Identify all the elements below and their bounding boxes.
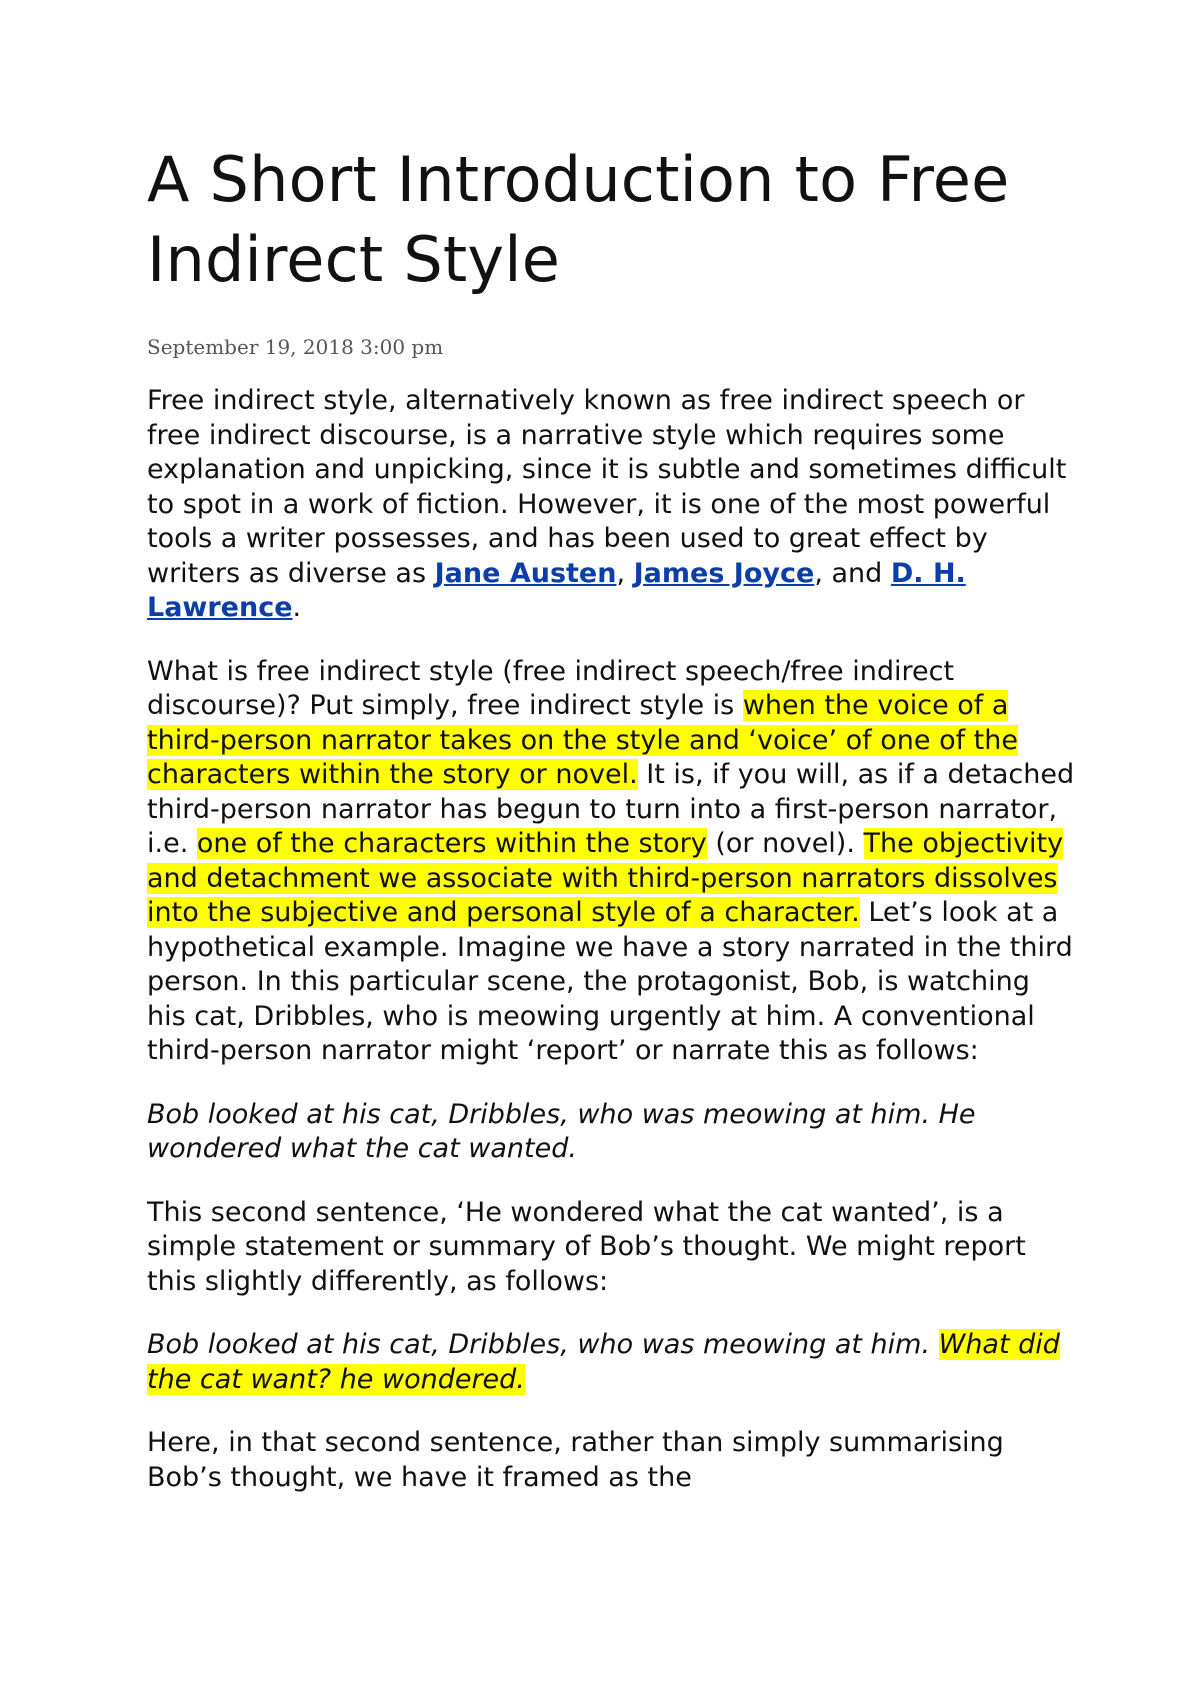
- link-jane-austen[interactable]: Jane Austen: [434, 557, 617, 589]
- highlighted-text: What did the cat want? he wondered.: [147, 1329, 1060, 1395]
- paragraph-text: It is, if you will, as if a detached third-person narrator has begun to turn into a first-person narrator, i.e.: [147, 759, 1075, 859]
- example-one: Bob looked at his cat, Dribbles, who was meowing at him. He wondered what the cat wanted.: [147, 1098, 976, 1164]
- paragraph-text: ,: [616, 557, 634, 589]
- article-title: A Short Introduction to Free Indirect Style: [147, 143, 1010, 296]
- paragraph-text: (or novel).: [706, 828, 864, 859]
- example-text: Bob looked at his cat, Dribbles, who was meowing at him.: [147, 1329, 939, 1360]
- paragraph-text: What is free indirect style (free indirect speech/free indirect discourse)? Put simply, free indirect style is: [147, 655, 955, 721]
- paragraph-text: Let’s look at a hypothetical example. Imagine we have a story narrated in the third person. In this particular scene, the protagonist, Bob, is watching his cat, Dribbles, who is meowing urgently at him. A conventional third-person narrator might ‘report’ or narrate this as follows:: [147, 897, 1073, 1066]
- highlighted-text: The objectivity and detachment we associate with third-person narrators dissolves into the subjective and personal style of a character.: [147, 828, 1064, 928]
- document-page: [147, 140, 1077, 1495]
- paragraph-text: , and: [814, 557, 891, 589]
- example-two: [147, 1328, 1077, 1397]
- paragraph-summary: This second sentence, ‘He wondered what the cat wanted’, is a simple statement or summary of Bob’s thought. We might report this slightly differently, as follows:: [147, 1196, 1026, 1297]
- highlighted-text: when the voice of a third-person narrator takes on the style and ‘voice’ of one of the characters within the story or novel.: [147, 690, 1018, 790]
- link-dh-lawrence[interactable]: D. H. Lawrence: [147, 557, 966, 623]
- paragraph-definition: [147, 655, 1077, 1069]
- paragraph-text: Free indirect style, alternatively known as free indirect speech or free indirect discourse, is a narrative style which requires some explanation and unpicking, since it is subtle and sometimes difficult to spot in a work of fiction. However, it is one of the most powerful tools a writer possesses, and has been used to great effect by writers as diverse as: [147, 385, 1067, 589]
- article-date: September 19, 2018 3:00 pm: [147, 335, 444, 359]
- paragraph-intro: [147, 384, 1077, 626]
- highlighted-text: one of the characters within the story: [196, 828, 707, 859]
- paragraph-explanation: Here, in that second sentence, rather than simply summarising Bob’s thought, we have it framed as the: [147, 1427, 1004, 1493]
- paragraph-text: .: [292, 592, 302, 623]
- link-james-joyce[interactable]: James Joyce: [633, 557, 815, 589]
